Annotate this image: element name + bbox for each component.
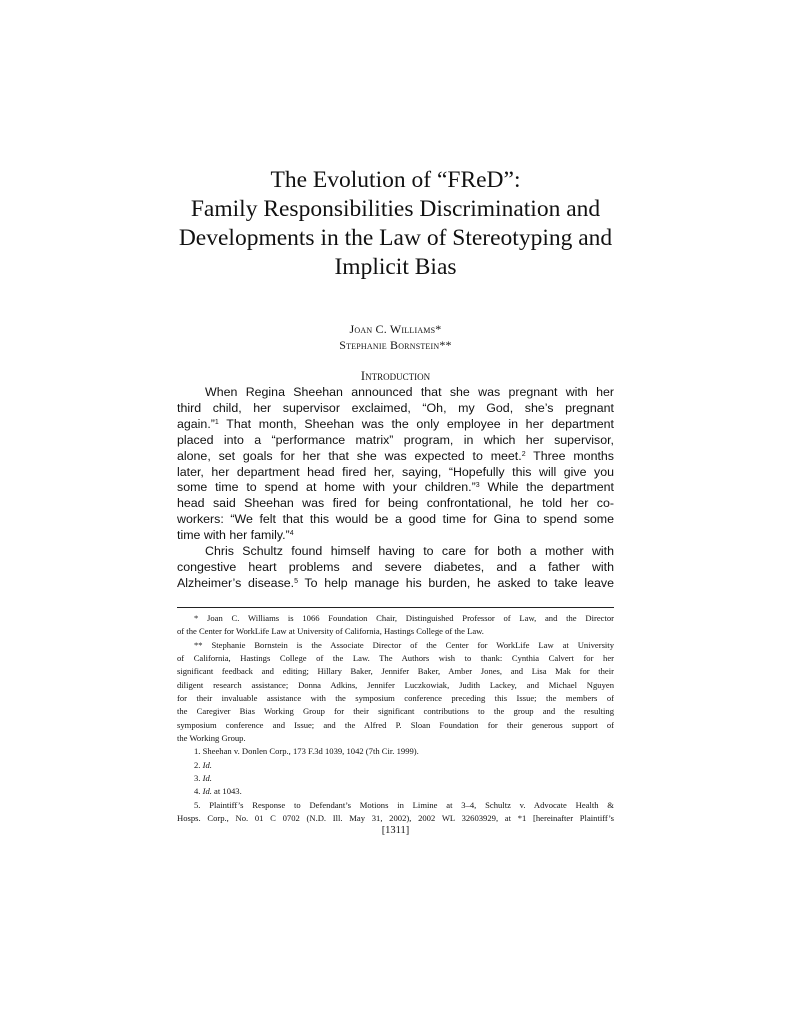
text-line: When Regina Sheehan announced that she was pregnant with her	[205, 385, 614, 399]
text-line: later, her department head fired her, saying, “Hopefully this will give you	[177, 464, 614, 479]
footnote-line: for their invaluable assistance with the symposium conference preceding this Issue; the members of	[177, 693, 614, 704]
text-segment: That month, Sheehan was the only employee in her department	[218, 416, 614, 431]
footnote-divider	[177, 607, 614, 608]
footnote-line: significant feedback and editing; Hillary Baker, Jennifer Baker, Amber Jones, and Lisa Mak for their	[177, 666, 614, 677]
footnote-number: 4.	[194, 786, 203, 797]
footnote-line: symposium conference and Issue; and the Alfred P. Sloan Foundation for their generous support of	[177, 719, 614, 730]
footnote-line: of the Center for WorkLife Law at University of California, Hastings College of the Law.	[177, 626, 484, 637]
text-segment: some time to spend at home with your children.”	[177, 480, 476, 495]
footnote-line: * Joan C. Williams is 1066 Foundation Chair, Distinguished Professor of Law, and the Director	[194, 613, 614, 623]
footnote-line: the Working Group.	[177, 733, 246, 744]
author-list	[0, 321, 791, 353]
text-line	[177, 528, 614, 544]
text-line: head said Sheehan was fired for being confrontational, he told her co-	[177, 496, 614, 511]
text-line: placed into a “performance matrix” program, in which her supervisor,	[177, 432, 614, 447]
article-title	[120, 166, 671, 282]
footnote-line: ** Stephanie Bornstein is the Associate Director of the Center for WorkLife Law at University	[194, 639, 614, 650]
title-line: Developments in the Law of Stereotyping and	[178, 225, 613, 251]
author-name: Joan C. Williams*	[349, 322, 442, 336]
id-citation: Id.	[202, 759, 212, 770]
text-line: congestive heart problems and severe diabetes, and a father with	[177, 559, 614, 574]
title-line: Implicit Bias	[334, 254, 457, 280]
title-line: Family Responsibilities Discrimination and	[190, 196, 601, 222]
text-line	[177, 449, 614, 465]
text-segment: Three months	[525, 448, 614, 463]
page-number: [1311]	[381, 825, 410, 836]
footnote-line	[177, 785, 614, 798]
text-segment: alone, set goals for her that she was expected to meet.	[177, 448, 522, 463]
footnote-line: Hosps. Corp., No. 01 C 0702 (N.D. Ill. May 31, 2002), 2002 WL 32603929, at *1 [hereinafter Plaintiff’s	[177, 813, 614, 824]
footnote-ref: 5	[294, 577, 299, 585]
text-line	[177, 576, 614, 592]
text-line	[177, 417, 614, 433]
footnote-number: 2.	[194, 759, 203, 770]
footnote-line	[177, 759, 614, 772]
id-citation: Id.	[202, 786, 212, 797]
footnote-line: 5. Plaintiff’s Response to Defendant’s Motions in Limine at 3–4, Schultz v. Advocate Health &	[194, 799, 614, 810]
text-segment: While the department	[479, 480, 614, 495]
text-line: workers: “We felt that this would be a good time for Gina to spend some	[177, 512, 614, 527]
text-segment: time with her family.”	[177, 528, 290, 543]
footnote-ref: 3	[475, 482, 480, 490]
author-name: Stephanie Bornstein**	[339, 338, 452, 352]
footnote-ref: 4	[289, 530, 294, 538]
id-citation: Id.	[202, 773, 212, 784]
body-text	[177, 385, 614, 592]
text-segment: again.”	[177, 416, 215, 431]
text-segment: Alzheimer’s disease.	[177, 575, 295, 590]
text-segment: To help manage his burden, he asked to take leave	[298, 575, 614, 590]
section-heading: Introduction	[360, 369, 431, 383]
title-line: The Evolution of “FReD”:	[270, 167, 521, 193]
footnote-line	[177, 772, 614, 785]
footnote-line: diligent research assistance; Donna Adkins, Jennifer Luczkowiak, Judith Lackey, and Michael Nguyen	[177, 679, 614, 690]
footnote-ref: 1	[214, 418, 219, 426]
footnotes	[177, 612, 614, 826]
text-line: third child, her supervisor exclaimed, “Oh, my God, she’s pregnant	[177, 400, 614, 415]
footnote-text: at 1043.	[211, 786, 242, 797]
footnote-line: 1. Sheehan v. Donlen Corp., 173 F.3d 1039, 1042 (7th Cir. 1999).	[194, 746, 419, 757]
footnote-ref: 2	[521, 450, 526, 458]
footnote-line: of California, Hastings College of the Law. The Authors wish to thank: Cynthia Calvert for her	[177, 653, 614, 664]
footnote-line: the Caregiver Bias Working Group for their significant contributions to the group and the resulting	[177, 706, 614, 717]
text-line	[177, 480, 614, 496]
text-line: Chris Schultz found himself having to care for both a mother with	[205, 544, 614, 559]
footnote-number: 3.	[194, 773, 203, 784]
